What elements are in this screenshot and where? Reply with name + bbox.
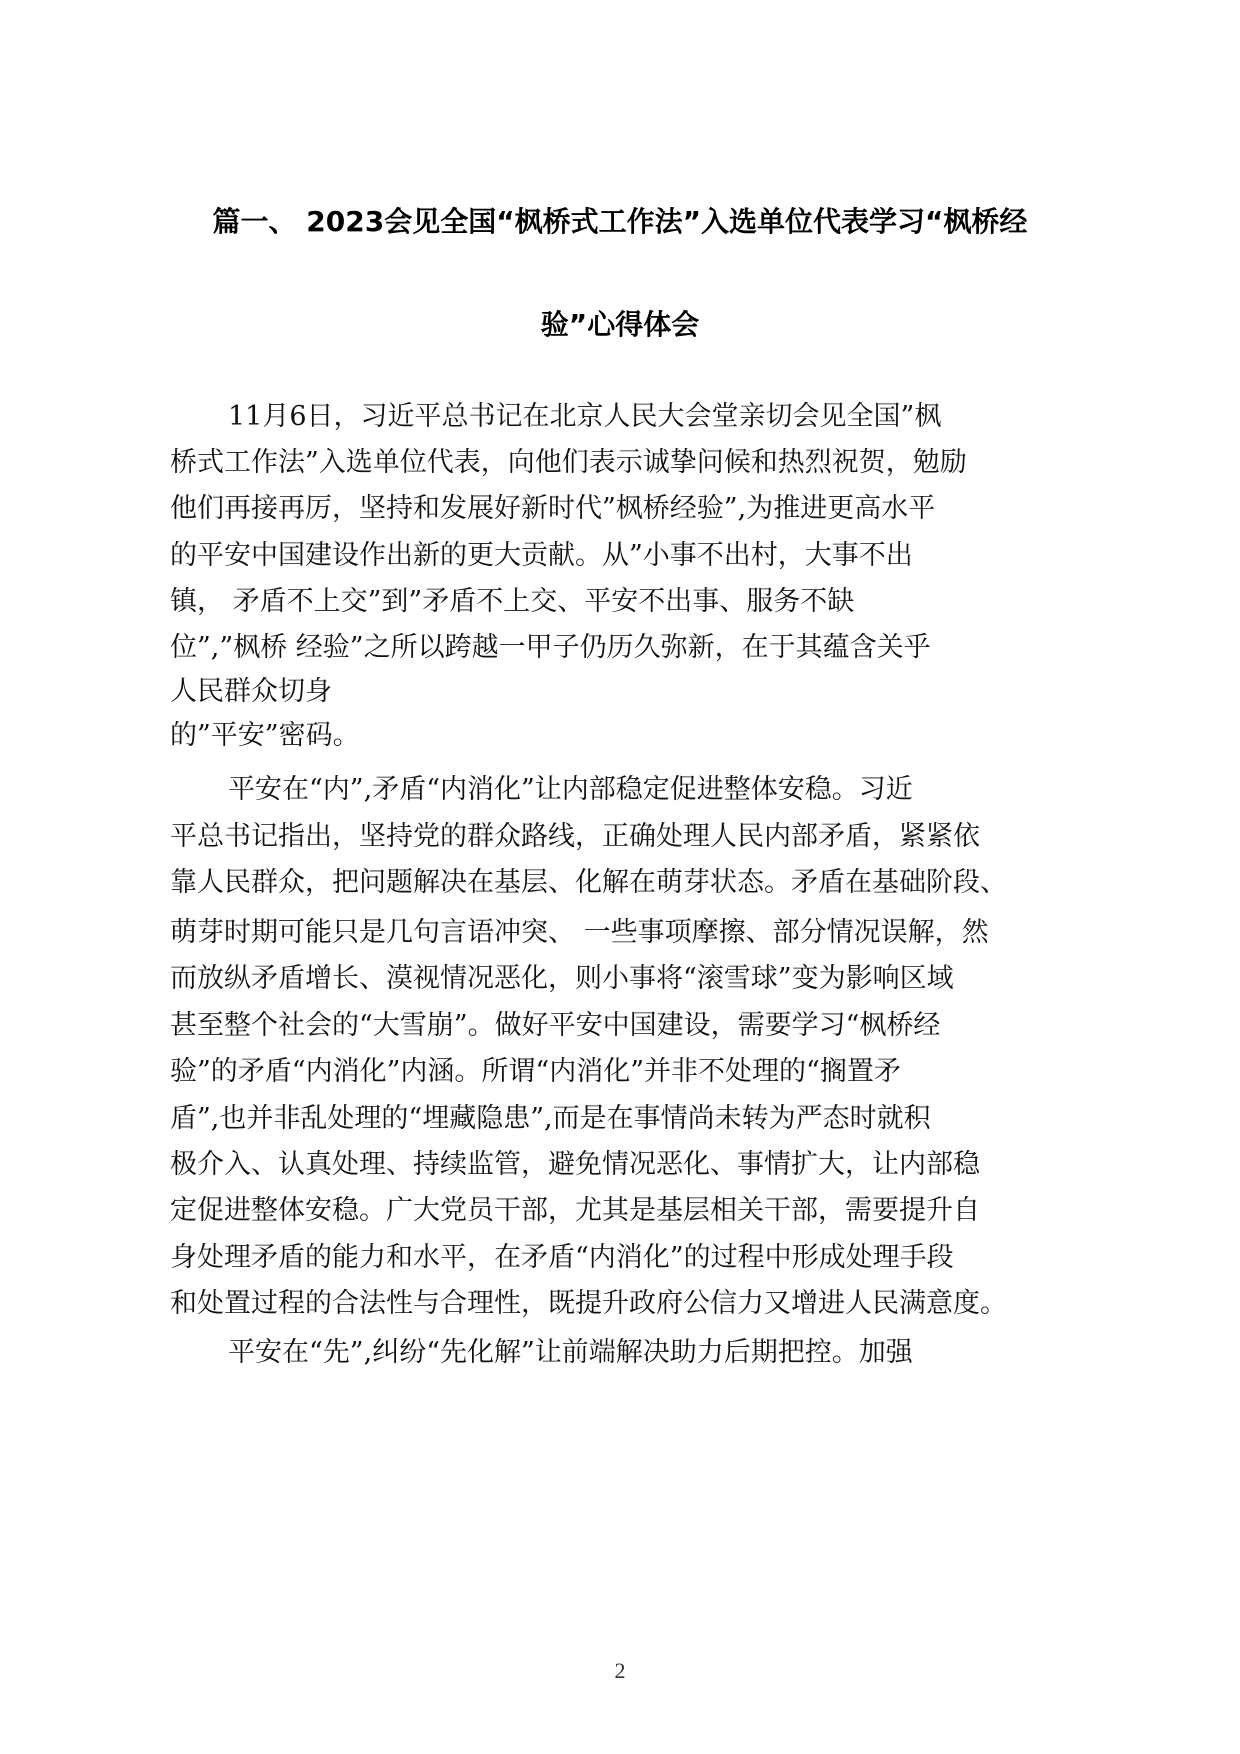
body-line: 桥式工作法”入选单位代表，向他们表示诚挚问候和热烈祝贺，勉励 (170, 447, 967, 478)
body-line: 镇， 矛盾不上交”到”矛盾不上交、平安不出事、服务不缺 (170, 586, 855, 617)
body-line: 甚至整个社会的“大雪崩”。做好平安中国建设，需要学习“枫桥经 (170, 1010, 941, 1041)
body-line: 萌芽时期可能只是几句言语冲突、 一些事项摩擦、部分情况误解，然 (170, 917, 989, 948)
body-line: 的”平安”密码。 (170, 720, 360, 751)
body-line: 身处理矛盾的能力和水平，在矛盾“内消化”的过程中形成处理手段 (170, 1242, 954, 1273)
body-line: 盾”,也并非乱处理的“埋藏隐患”,而是在事情尚未转为严态时就积 (170, 1103, 931, 1134)
body-line: 验”的矛盾“内消化”内涵。所谓“内消化”并非不处理的“搁置矛 (170, 1056, 901, 1087)
body-line: 的平安中国建设作出新的更大贡献。从”小事不出村，大事不出 (170, 540, 913, 571)
body-line: 11月6日，习近平总书记在北京人民大会堂亲切会见全国”枫 (228, 401, 942, 432)
body-line: 位”,”枫桥 经验”之所以跨越一甲子仍历久弥新，在于其蕴含关乎 (170, 632, 931, 663)
body-line: 和处置过程的合法性与合理性，既提升政府公信力又增进人民满意度。 (170, 1288, 1007, 1319)
body-line: 靠人民群众，把问题解决在基层、化解在萌芽状态。矛盾在基础阶段、 (170, 867, 1007, 898)
body-line: 极介入、认真处理、持续监管，避免情况恶化、事情扩大，让内部稳 (170, 1149, 980, 1180)
document-title-line-1: 篇一、 2023会见全国“枫桥式工作法”入选单位代表学习“枫桥经 (212, 205, 1028, 238)
document-title-line-2: 验”心得体会 (540, 308, 700, 341)
body-line: 而放纵矛盾增长、漠视情况恶化，则小事将“滚雪球”变为影响区域 (170, 963, 954, 994)
body-line: 平安在“内”,矛盾“内消化”让内部稳定促进整体安稳。习近 (228, 774, 913, 805)
body-line: 人民群众切身 (170, 676, 332, 707)
body-line: 他们再接再厉，坚持和发展好新时代”枫桥经验”,为推进更高水平 (170, 493, 936, 524)
body-line: 平安在“先”,纠纷“先化解”让前端解决助力后期把控。加强 (228, 1337, 913, 1368)
body-line: 定促进整体安稳。广大党员干部，尤其是基层相关干部，需要提升自 (170, 1195, 980, 1226)
body-line: 平总书记指出，坚持党的群众路线，正确处理人民内部矛盾，紧紧依 (170, 821, 980, 852)
page-number: 2 (614, 1658, 626, 1683)
